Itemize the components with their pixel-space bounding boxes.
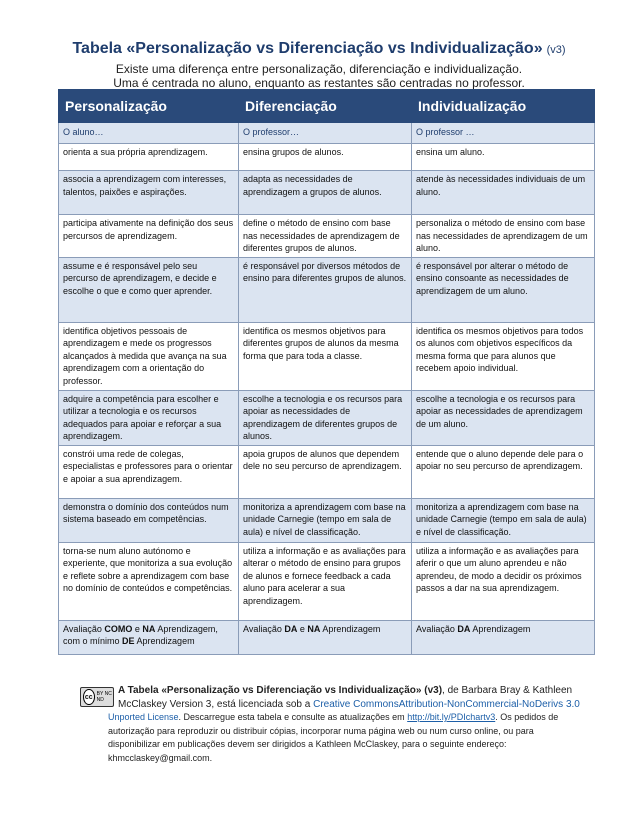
header-diferenciacao: Diferenciação xyxy=(239,90,412,123)
contact-email: khmcclaskey@gmail.com. xyxy=(108,752,213,763)
version-label: (v3) xyxy=(546,44,566,56)
table-cell xyxy=(412,620,595,654)
header-personalizacao: Personalização xyxy=(59,90,239,123)
table-cell: constrói uma rede de colegas, especialistas e professores para o orientar e apoiar a sua aprendizagem. xyxy=(59,445,239,498)
table-subheader-row xyxy=(59,123,595,144)
table-cell: participa ativamente na definição dos seus percursos de aprendizagem. xyxy=(59,215,239,258)
table-cell: é responsável por diversos métodos de ensino para diferentes grupos de alunos. xyxy=(239,257,412,322)
table-row xyxy=(59,542,595,620)
header-individualizacao: Individualização xyxy=(412,90,595,123)
subheader-cell: O aluno… xyxy=(59,123,239,144)
bold-fragment: DA xyxy=(457,623,471,634)
subtitle-line-1: Existe uma diferença entre personalização, diferenciação e individualização. xyxy=(115,62,523,76)
text-fragment: Aprendizagem, com o mínimo xyxy=(63,623,218,646)
table-cell: adapta as necessidades de aprendizagem a grupos de alunos. xyxy=(239,171,412,215)
table-cell: é responsável por alterar o método de ensino consoante as necessidades de aprendizagem de um aluno. xyxy=(412,257,595,322)
table-cell: torna-se num aluno autónomo e experiente, que monitoriza a sua evolução e reflete sobre a aprendizagem com base no domínio de conteúdos e competências. xyxy=(59,542,239,620)
subtitle xyxy=(0,62,638,90)
table-cell: ensina grupos de alunos. xyxy=(239,144,412,171)
footer-line: autorização para reproduzir ou distribuir cópias, incorporar numa página web ou num curso online, ou para xyxy=(108,725,534,736)
text-fragment: Avaliação xyxy=(63,623,105,634)
license-link-cont[interactable]: Unported License xyxy=(108,712,179,722)
bold-fragment: COMO xyxy=(104,623,133,634)
table-cell: escolhe a tecnologia e os recursos para apoiar as necessidades de aprendizagem de um aluno. xyxy=(412,390,595,445)
bold-fragment: DA xyxy=(284,623,298,634)
license-link[interactable]: Creative CommonsAttribution-NonCommercial-NoDerivs 3.0 xyxy=(313,698,580,710)
table-cell: monitoriza a aprendizagem com base na unidade Carnegie (tempo em sala de aula) e nível de classificação. xyxy=(239,498,412,542)
table-row xyxy=(59,144,595,171)
table-cell: entende que o aluno depende dele para o apoiar no seu percurso de aprendizagem. xyxy=(412,445,595,498)
footer-text: . Os pedidos de xyxy=(495,712,559,722)
table-cell: define o método de ensino com base nas necessidades de aprendizagem de diferentes grupos de alunos. xyxy=(239,215,412,258)
table-row-assessment xyxy=(59,620,595,654)
download-link[interactable]: http://bit.ly/PDIchartv3 xyxy=(407,712,496,722)
table-cell: identifica os mesmos objetivos para diferentes grupos de alunos da mesma forma que para toda a classe. xyxy=(239,322,412,390)
table-cell: orienta a sua própria aprendizagem. xyxy=(59,144,239,171)
table-cell: assume e é responsável pelo seu percurso de aprendizagem, e decide e escolhe o que e como quer aprender. xyxy=(59,257,239,322)
footer-text: McClaskey Version 3, está licenciada sob a xyxy=(118,698,314,710)
footer-text: , de Barbara Bray & Kathleen xyxy=(442,685,573,696)
footer-line xyxy=(80,698,580,712)
table-cell: utiliza a informação e as avaliações para aferir o que um aluno aprendeu e não aprendeu, de modo a decidir os próximos passos a dar na sua aprendizagem. xyxy=(412,542,595,620)
table-cell: identifica os mesmos objetivos para todos os alunos com objetivos específicos da mesma forma que para alunos que recebem apoio individual. xyxy=(412,322,595,390)
text-fragment: Aprendizagem xyxy=(320,623,381,634)
text-fragment: e xyxy=(132,623,143,634)
license-footer xyxy=(80,684,580,765)
footer-line: disponibilizar em publicações devem ser dirigidos a Kathleen McClaskey, para o seguinte endereço: xyxy=(108,739,507,749)
text-fragment: Avaliação xyxy=(416,623,458,634)
table-row xyxy=(59,257,595,322)
text-fragment: Avaliação xyxy=(243,623,285,634)
table-cell: associa a aprendizagem com interesses, talentos, paixões e aspirações. xyxy=(59,171,239,215)
table-cell: utiliza a informação e as avaliações para alterar o método de ensino para grupos de alunos e fornece feedback a cada aluno para acelerar a sua aprendizagem. xyxy=(239,542,412,620)
subtitle-line-2: Uma é centrada no aluno, enquanto as restantes são centradas no professor. xyxy=(113,76,525,90)
subheader-cell: O professor… xyxy=(239,123,412,144)
comparison-table xyxy=(58,89,595,655)
bold-fragment: DE xyxy=(122,636,135,646)
table-cell: ensina um aluno. xyxy=(412,144,595,171)
table-row xyxy=(59,215,595,258)
table-cell xyxy=(59,620,239,654)
footer-text: . Descarregue esta tabela e consulte as atualizações em xyxy=(178,712,408,722)
table-cell xyxy=(239,620,412,654)
page-title xyxy=(0,40,638,58)
table-cell: atende às necessidades individuais de um aluno. xyxy=(412,171,595,215)
table-row xyxy=(59,322,595,390)
cc-terms: BY NC ND xyxy=(96,691,112,703)
title-text: Tabela «Personalização vs Diferenciação vs Individualização» xyxy=(72,40,543,57)
footer-line xyxy=(80,711,580,725)
table-row xyxy=(59,171,595,215)
table-cell: identifica objetivos pessoais de aprendizagem e mede os progressos alcançados à medida que avança na sua aprendizagem com a orientação do professor. xyxy=(59,322,239,390)
table-cell: adquire a competência para escolher e utilizar a tecnologia e os recursos adequados para apoiar e reforçar a sua aprendizagem. xyxy=(59,390,239,445)
bold-fragment: NA xyxy=(307,623,321,634)
table-cell: apoia grupos de alunos que dependem dele no seu percurso de aprendizagem. xyxy=(239,445,412,498)
table-header-row xyxy=(59,90,595,123)
cc-icon: cc xyxy=(83,689,95,705)
text-fragment: Aprendizagem xyxy=(470,623,531,634)
footer-bold: A Tabela «Personalização vs Diferenciação vs Individualização» (v3) xyxy=(118,685,443,696)
bold-fragment: NA xyxy=(142,623,156,634)
table-cell: demonstra o domínio dos conteúdos num sistema baseado em competências. xyxy=(59,498,239,542)
table-row xyxy=(59,445,595,498)
table-cell: monitoriza a aprendizagem com base na unidade Carnegie (tempo em sala de aula) e nível de classificação. xyxy=(412,498,595,542)
table-row xyxy=(59,498,595,542)
text-fragment: e xyxy=(297,623,308,634)
table-cell: personaliza o método de ensino com base nas necessidades de aprendizagem de um aluno. xyxy=(412,215,595,258)
table-cell: escolhe a tecnologia e os recursos para apoiar as necessidades de aprendizagem de diferentes grupos de alunos. xyxy=(239,390,412,445)
table-row xyxy=(59,390,595,445)
footer-line xyxy=(80,684,580,698)
subheader-cell: O professor … xyxy=(412,123,595,144)
text-fragment: Aprendizagem xyxy=(134,636,195,646)
